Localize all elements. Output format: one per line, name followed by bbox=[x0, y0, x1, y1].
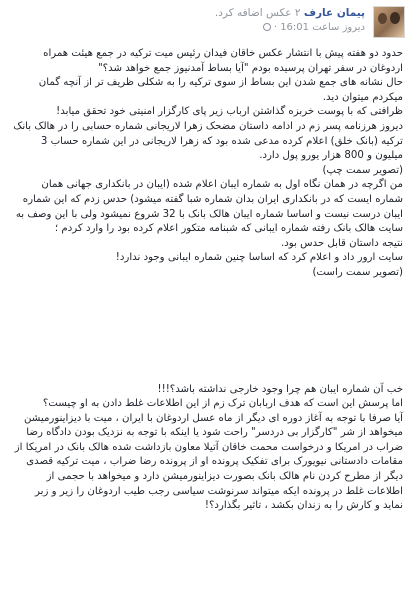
timestamp[interactable]: دیروز ساعت 16:01 bbox=[280, 22, 365, 33]
post-paragraph: اما پرسش این است که هدف اربابان ترک زم از این اطلاعات غلط دادن به او چیست؟ bbox=[42, 398, 403, 410]
post-paragraph: حدود دو هفته پیش با انتشار عکس خاقان فیدان رئیس میت ترکیه در جمع هیئت همراه اردوغان در سفر تهران پرسیده بودم "آیا بساط آمدنیوز جمع خواهد شد؟" bbox=[43, 48, 403, 74]
author-name[interactable]: پیمان عارف bbox=[303, 7, 365, 19]
paragraph-gap bbox=[12, 281, 403, 383]
post-paragraph: (تصویر سمت راست) bbox=[312, 266, 403, 278]
globe-icon[interactable] bbox=[263, 23, 271, 31]
post-paragraph: خب آن شماره ایبان هم چرا وجود خارجی نداشته باشد؟!!! bbox=[157, 383, 403, 395]
post-paragraph: (تصویر سمت چپ) bbox=[322, 164, 403, 176]
post-paragraph: حال نشانه های جمع شدن این بساط از سوی ترکیه را به شکلی ظریف تر از آنچه گمان میکردم میتوان دید. bbox=[38, 77, 403, 103]
post-paragraph: ظرافتی که با پوست خربزه گذاشتن ارباب زیر پای کارگزار امنیتی خود تحقق میابد! bbox=[56, 106, 403, 118]
meta-separator: · bbox=[273, 22, 277, 33]
post-paragraph: دیروز هرزنامه پسر زم در ادامه داستان مضحک زهرا لاریجانی شماره حسابی را در هالک بانک ترکیه (بانک خلق) اعلام کرده مدعی شده بود که زهرا لاریجانی در این شماره حساب 3 میلیون و 800 هزار یورو پول دارد. bbox=[13, 120, 403, 162]
post-header bbox=[8, 6, 405, 38]
post-action-text: ۲ عکس اضافه کرد. bbox=[214, 7, 301, 19]
post-paragraph: آیا صرفا با توجه به آغاز دوره ای دیگر از ماه عسل اردوغان با ایران ، میت با دیزاینورمیشن میخواهد از شر "کارگزار بی دردسر" راحت شود یا اینکه با توجه به نزدیک بودن دادگاه رضا ضراب در امریکا و درخواست محمت خاقان آتیلا معاون بازداشت شده هالک بانک در امریکا از مقامات دادستانی نیویورک برای تفکیک پرونده او از پرونده رضا ضراب ، میت ترکیه قصدی دیگر از مطرح کردن نام هالک بانک بصورت دیزاینورمیشن دارد و میخواهد با حجمی از اطلاعات غلط در پرونده ایکه میتواند سرنوشت سیاسی رجب طیب اردوغان را زیر و زبر نماید و کارش را به زندان بکشد ، تاثیر بگذارد؟! bbox=[14, 412, 403, 512]
post-paragraph: نتیجه داستان قابل حدس بود. bbox=[280, 237, 403, 249]
post-paragraph: من اگرچه در همان نگاه اول به شماره ایبان اعلام شده (ایبان در بانکداری جهانی همان شماره ایست که در بانکداری ایران بدان شماره شبا گفته میشود) حدس زدم که این شماره ایبان درست نیست و اساسا شماره ایبان هالک بانک با 32 شروع نمیشود ولی با این وصف به سایت هالک بانک رفته شماره ایبانی که شبنامه متکور اعلام کرده بود را وارد کردم ؛ bbox=[15, 179, 403, 235]
post-header-text bbox=[8, 6, 365, 35]
avatar[interactable] bbox=[373, 6, 405, 38]
post-paragraph: سایت ارور داد و اعلام کرد که اساسا چنین شماره ایبانی وجود ندارد! bbox=[115, 252, 403, 264]
post-meta bbox=[8, 21, 365, 35]
post-body bbox=[12, 47, 403, 514]
